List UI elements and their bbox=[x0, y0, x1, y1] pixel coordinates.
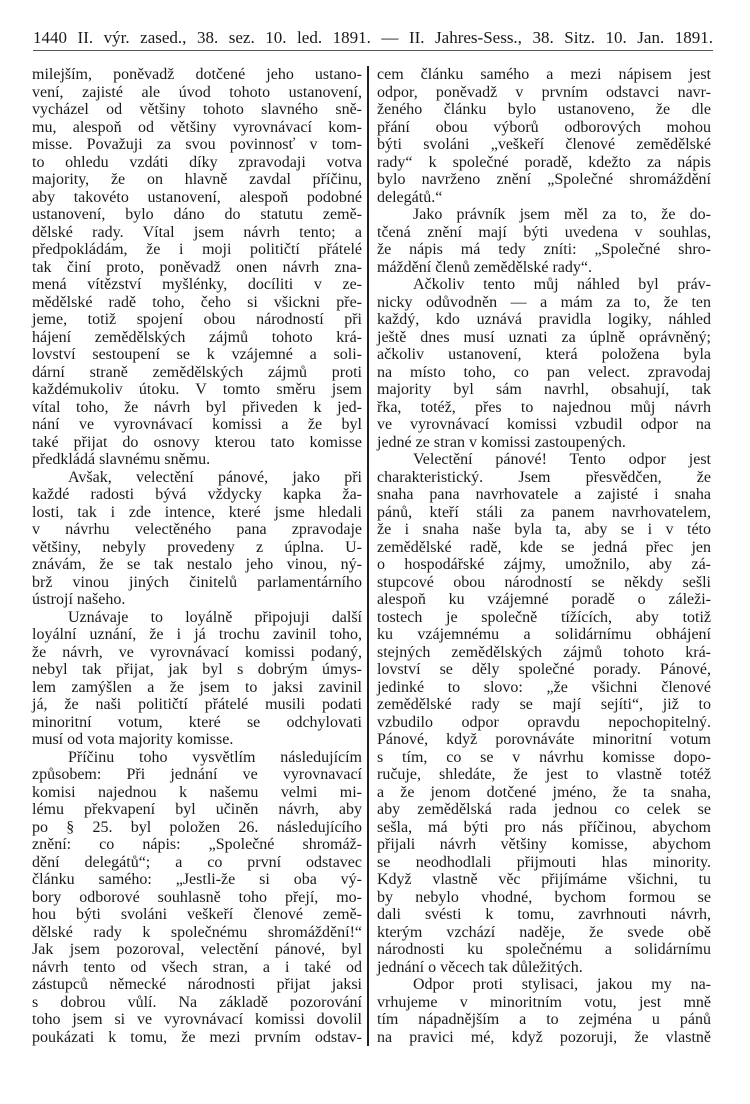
text-line: Uznávaje to loyálně připojuji další bbox=[68, 608, 362, 626]
text-line: o hospodářské zájmy, umožnilo, aby zá- bbox=[377, 556, 711, 573]
text-line: ručuje, shledáte, že jest to vlastně totéž bbox=[377, 766, 711, 783]
text-line: máždění členů zemědělské rady“. bbox=[377, 258, 592, 276]
text-line: bylo navrženo znění „Společné shromáždění bbox=[377, 171, 711, 188]
paragraph bbox=[377, 206, 711, 276]
text-line: ačkoliv ustanovení, která položena byla bbox=[377, 346, 711, 363]
text-line: přání obou výborů odborových mohou bbox=[377, 118, 711, 136]
text-line: s tím, co se v návrhu komisse dopo- bbox=[377, 748, 711, 766]
text-line: přijali návrh většiny komisse, abychom bbox=[377, 836, 711, 853]
text-line: způsobem: Při jednání ve vyrovnavací bbox=[32, 766, 362, 783]
text-line: býti svoláni „veškeří členové zemědělské bbox=[377, 136, 711, 153]
paragraph bbox=[32, 609, 362, 749]
text-line: tak činí proto, poněvadž onen návrh zna- bbox=[32, 258, 362, 276]
text-line: vrhujeme v minoritním votu, jest mně bbox=[377, 993, 711, 1011]
text-line: Odpor proti stylisaci, jakou my na- bbox=[413, 976, 711, 993]
text-line: národnosti ku společnému a solidárnímu bbox=[377, 941, 711, 958]
text-line: aby zemědělská rada jednou co celek se bbox=[377, 801, 711, 818]
text-line: Velectění pánové! Tento odpor jest bbox=[413, 451, 711, 468]
text-line: dělské rady. Vítal jsem návrh tento; a bbox=[32, 223, 362, 241]
text-line: tostech je společně tížících, aby totiž bbox=[377, 608, 711, 626]
text-line: návrh tento od všech stran, a i také od bbox=[32, 958, 362, 976]
text-line: jedinké to slovo: „že všichni členové bbox=[377, 678, 711, 696]
text-line: pánů, kteří stáli za panem navrhovatelem, bbox=[377, 503, 711, 521]
text-line: na pravici mé, když pozoruji, že vlastně bbox=[377, 1028, 711, 1046]
text-line: předkládá slavnému sněmu. bbox=[32, 451, 211, 468]
paragraph bbox=[377, 66, 711, 206]
text-line: většiny, nebyly provedeny z úplna. U- bbox=[32, 538, 362, 556]
text-line: Když vlastně věc přijímáme všichni, tu bbox=[377, 871, 711, 888]
text-line: každémukoliv útoku. V tomto směru jsem bbox=[32, 381, 362, 398]
text-line: vycházel od většiny tohoto slavného sně- bbox=[32, 101, 362, 118]
text-line: milejším, poněvadž dotčené jeho ustano- bbox=[32, 66, 362, 83]
text-line: každý, kdo uznává pravidla logiky, náhled bbox=[377, 311, 711, 328]
text-line: toho jsem si ve vyrovnávací komissi dovolil bbox=[32, 1011, 362, 1028]
text-line: znění: co nápis: „Společné shromáž- bbox=[32, 836, 362, 853]
text-line: majority byl sám navrhl, obsahují, tak bbox=[377, 381, 711, 398]
text-line: mená vítězství myšlénky, docíliti v ze- bbox=[32, 276, 362, 293]
text-line: že i snaha naše byla ta, aby se i v této bbox=[377, 521, 711, 538]
text-line: v návrhu velectěného pana zpravodaje bbox=[32, 521, 362, 538]
text-line: s dobrou vůlí. Na základě pozorování bbox=[32, 993, 362, 1011]
text-line: Jako právník jsem měl za to, že do- bbox=[413, 206, 711, 223]
text-line: bory odborové souhlasně toho přejí, mo- bbox=[32, 888, 362, 906]
text-line: jednání o věcech tak důležitých. bbox=[377, 958, 583, 976]
text-line: že nápis má tedy zníti: „Společné shro- bbox=[377, 241, 711, 258]
text-line: dění delegátů“; a co první odstavec bbox=[32, 853, 362, 871]
running-header: 1440 II. výr. zased., 38. sez. 10. led. 1891. — II. Jahres-Sess., 38. Sitz. 10. Jan. 1891. bbox=[33, 28, 713, 47]
text-line: jeme, totiž spojení obou národností při bbox=[32, 311, 362, 328]
text-line: mědělské radě toho, čeho si všickni pře- bbox=[32, 293, 362, 311]
text-line: tím nápadnějším a to zejména u pánů bbox=[377, 1011, 711, 1028]
text-line: každé radosti bývá vždycky kapka ža- bbox=[32, 486, 362, 503]
column-divider bbox=[367, 66, 369, 1046]
text-line: předpokládám, že i moji političtí přátelé bbox=[32, 241, 362, 258]
text-line: musí od vota majority komisse. bbox=[32, 731, 234, 748]
text-line: lovství sestoupení se k vzájemné a soli- bbox=[32, 346, 362, 363]
text-line: tčená znění mají býti uvedena v souhlas, bbox=[377, 223, 711, 241]
text-line: lem zamýšlen a že jsem to jaksi zavinil bbox=[32, 678, 362, 696]
text-line: ústrojí našeho. bbox=[32, 591, 126, 608]
text-line: misse. Považuji za svou povinnosť v tom- bbox=[32, 136, 362, 153]
text-line: stejných zemědělských zájmů tohoto krá- bbox=[377, 643, 711, 661]
text-line: alespoň ku vzájemné poradě o záleži- bbox=[377, 591, 711, 608]
text-line: po § 25. byl položen 26. následujícího bbox=[32, 818, 362, 836]
text-line: řka, totéž, přes to najednou můj návrh bbox=[377, 398, 711, 416]
text-line: se neodhodlali přijmouti hlas minority. bbox=[377, 853, 711, 871]
text-line: Avšak, velectění pánové, jako při bbox=[68, 468, 362, 486]
text-line: zemědělské radě, kde se jedná přec jen bbox=[377, 538, 711, 556]
text-line: by nebylo vhodné, bychom formou se bbox=[377, 888, 711, 906]
text-line: také přijat do osnovy kterou tato komisse bbox=[32, 433, 362, 451]
paragraph bbox=[32, 66, 362, 469]
paragraph bbox=[377, 276, 711, 451]
text-line: ve vyrovnávací komissi vzbudil odpor na bbox=[377, 416, 711, 433]
text-line: kterým vzchází naděje, že svede obě bbox=[377, 923, 711, 941]
text-line: nání ve vyrovnávací komissi a že byl bbox=[32, 416, 362, 433]
text-line: komisi najednou k našemu velmi mi- bbox=[32, 783, 362, 801]
text-line: mu, alespoň od většiny vyrovnávací kom- bbox=[32, 118, 362, 136]
text-line: nebyl tak přijat, jak byl s dobrým úmys- bbox=[32, 661, 362, 678]
text-line: delegátů.“ bbox=[377, 188, 443, 206]
text-line: losti, tak i zde intence, které jsme hledali bbox=[32, 503, 362, 521]
text-line: článku samého: „Jestli-že si oba vý- bbox=[32, 871, 362, 888]
paragraph bbox=[377, 976, 711, 1046]
header-rule bbox=[33, 50, 713, 51]
text-line: dární straně zemědělských zájmů proti bbox=[32, 363, 362, 381]
text-line: já, že naši političtí přátelé musili podati bbox=[32, 696, 362, 713]
text-line: vení, zajisté ale úvod tohoto ustanovení, bbox=[32, 83, 362, 101]
text-line: Jak jsem pozoroval, velectění pánové, byl bbox=[32, 941, 362, 958]
text-line: na místo toho, co pan velect. zpravodaj bbox=[377, 363, 711, 381]
text-line: znávám, že se tak nestalo jeho vinou, ný- bbox=[32, 556, 362, 573]
text-line: ustanovení, bylo dáno do statutu země- bbox=[32, 206, 362, 223]
left-column bbox=[32, 66, 362, 1046]
text-line: zemědělské rady se mají sejíti“, již to bbox=[377, 696, 711, 713]
text-line: Příčinu toho vysvětlím následujícím bbox=[68, 748, 362, 766]
text-line: dělské rady k společnému shromáždění!“ bbox=[32, 923, 362, 941]
text-line: lému překvapení byl učiněn návrh, aby bbox=[32, 801, 362, 818]
paragraph bbox=[32, 749, 362, 1047]
text-line: že návrh, ve vyrovnávací komissi podaný, bbox=[32, 643, 362, 661]
text-line: loyální uznání, že i já trochu zavinil toho, bbox=[32, 626, 362, 643]
text-line: ještě dnes musí uznati za úplně oprávněný; bbox=[377, 328, 711, 346]
text-line: hájení zemědělských zájmů tohoto krá- bbox=[32, 328, 362, 346]
text-line: lovství se děly společné porady. Pánové, bbox=[377, 661, 711, 678]
text-line: Pánové, když porovnáváte minoritní votum bbox=[377, 731, 711, 748]
right-column bbox=[377, 66, 711, 1046]
text-line: hou býti svoláni veškeří členové země- bbox=[32, 906, 362, 923]
text-line: nicky odůvodněn — a mám za to, že ten bbox=[377, 293, 711, 311]
text-line: Ačkoliv tento můj náhled byl práv- bbox=[413, 276, 711, 293]
text-line: to ohledu vzdáti díky zpravodaji votva bbox=[32, 153, 362, 171]
text-line: aby takovéto ustanovení, alespoň podobné bbox=[32, 188, 362, 206]
text-line: minoritní votum, které se odchylovati bbox=[32, 713, 362, 731]
text-line: sešla, má býti pro nás příčinou, abychom bbox=[377, 818, 711, 836]
text-line: majority, že on hlavně zavdal příčinu, bbox=[32, 171, 362, 188]
text-line: a že jenom dotčené jméno, že ta snaha, bbox=[377, 783, 711, 801]
paragraph bbox=[32, 469, 362, 609]
text-line: stupcové obou národností se někdy sešli bbox=[377, 573, 711, 591]
text-line: rady“ k společné poradě, kdežto za nápis bbox=[377, 153, 711, 171]
text-line: poukázati k tomu, že mezi prvním odstav- bbox=[32, 1028, 362, 1046]
text-line: charakteristický. Jsem přesvědčen, že bbox=[377, 468, 711, 486]
text-line: snaha pana navrhovatele a zajisté i snaha bbox=[377, 486, 711, 503]
text-line: cem článku samého a mezi nápisem jest bbox=[377, 66, 711, 83]
text-line: brž vinou jiných činitelů parlamentárního bbox=[32, 573, 362, 591]
paragraph bbox=[377, 451, 711, 976]
text-line: ku vzájemnému a solidárnímu obhájení bbox=[377, 626, 711, 643]
text-line: jedné ze stran v komissi zastoupených. bbox=[377, 433, 626, 451]
text-line: odpor, poněvadž v prvním odstavci navr- bbox=[377, 83, 711, 101]
text-line: vítal toho, že návrh byl přiveden k jed- bbox=[32, 398, 362, 416]
text-line: ženého článku bylo ustanoveno, že dle bbox=[377, 101, 711, 118]
text-line: vzbudilo odpor opravdu nepochopitelný. bbox=[377, 713, 711, 731]
text-line: zástupců německé národnosti přijat jaksi bbox=[32, 976, 362, 993]
text-line: dali svésti k tomu, zavrhnouti návrh, bbox=[377, 906, 711, 923]
